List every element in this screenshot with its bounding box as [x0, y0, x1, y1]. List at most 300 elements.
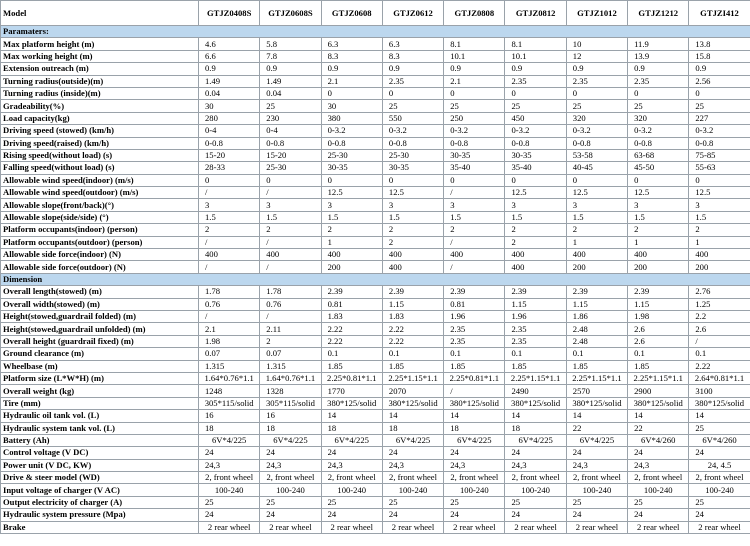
model-column-header: GTJZ1212	[628, 1, 689, 26]
model-column-header: GTJZ1012	[566, 1, 627, 26]
table-cell: 2 rear wheel	[321, 521, 382, 533]
table-cell: 24	[505, 509, 566, 521]
table-cell: 0-0.8	[382, 137, 443, 149]
header-row	[1, 1, 750, 26]
row-label: Output electricity of charger (A)	[1, 496, 199, 508]
table-cell: 25	[444, 496, 505, 508]
table-cell: 12.5	[628, 187, 689, 199]
table-cell: 2.6	[628, 335, 689, 347]
table-cell: 1	[689, 236, 750, 248]
table-row	[1, 372, 750, 384]
table-cell: 1.86	[566, 310, 627, 322]
table-cell: 0.04	[260, 87, 321, 99]
table-row	[1, 472, 750, 484]
table-cell: 0.9	[321, 63, 382, 75]
table-cell: 2.35	[444, 323, 505, 335]
table-cell: 100-240	[199, 484, 260, 496]
row-label: Falling speed(without load) (s)	[1, 162, 199, 174]
table-cell: 22	[566, 422, 627, 434]
table-cell: 400	[199, 249, 260, 261]
table-cell: 13.9	[628, 50, 689, 62]
table-cell: 100-240	[566, 484, 627, 496]
table-cell: 380*125/solid	[689, 397, 750, 409]
table-row	[1, 75, 750, 87]
table-cell: 1.15	[628, 298, 689, 310]
table-cell: 1.78	[260, 286, 321, 298]
table-cell: 2, front wheel	[321, 472, 382, 484]
table-cell: 200	[689, 261, 750, 273]
table-cell: 1.85	[444, 360, 505, 372]
table-row	[1, 521, 750, 533]
table-cell: 2.56	[689, 75, 750, 87]
table-cell: 2.25*1.15*1.1	[505, 372, 566, 384]
table-cell: 400	[566, 249, 627, 261]
table-cell: 0-3.2	[505, 125, 566, 137]
table-cell: 0	[566, 87, 627, 99]
table-cell: 0	[566, 174, 627, 186]
table-cell: 16	[199, 410, 260, 422]
table-row	[1, 422, 750, 434]
table-cell: 0.1	[382, 348, 443, 360]
table-cell: 3	[382, 199, 443, 211]
table-cell: 2.48	[566, 335, 627, 347]
table-cell: 2.6	[689, 323, 750, 335]
table-cell: 1.85	[382, 360, 443, 372]
table-cell: 24, 4.5	[689, 459, 750, 471]
row-label: Wheelbase (m)	[1, 360, 199, 372]
row-label: Ground clearance (m)	[1, 348, 199, 360]
table-cell: 6.3	[382, 38, 443, 50]
table-row	[1, 484, 750, 496]
table-row	[1, 286, 750, 298]
section-row	[1, 273, 750, 285]
table-cell: 2	[382, 224, 443, 236]
table-cell: 28-33	[199, 162, 260, 174]
table-cell: 2.25*0.81*1.1	[321, 372, 382, 384]
table-cell: 2	[260, 335, 321, 347]
row-label: Load capacity(kg)	[1, 112, 199, 124]
table-cell: 1.5	[382, 211, 443, 223]
table-cell: 0-4	[199, 125, 260, 137]
table-cell: 2 rear wheel	[566, 521, 627, 533]
table-cell: 400	[260, 249, 321, 261]
table-cell: 35-40	[444, 162, 505, 174]
table-cell: 2, front wheel	[505, 472, 566, 484]
table-cell: 2 rear wheel	[444, 521, 505, 533]
table-row	[1, 224, 750, 236]
table-cell: 53-58	[566, 149, 627, 161]
row-label: Allowable slope(side/side) (°)	[1, 211, 199, 223]
table-cell: 12.5	[566, 187, 627, 199]
table-cell: 0-0.8	[199, 137, 260, 149]
table-cell: 400	[505, 261, 566, 273]
table-cell: 1.96	[444, 310, 505, 322]
table-cell: 3	[444, 199, 505, 211]
row-label: Input voltage of charger (V AC)	[1, 484, 199, 496]
table-cell: 10.1	[505, 50, 566, 62]
row-label: Allowable side force(indoor) (N)	[1, 249, 199, 261]
table-cell: 305*115/solid	[199, 397, 260, 409]
table-cell: 0	[260, 174, 321, 186]
table-cell: 2.35	[382, 75, 443, 87]
table-row	[1, 174, 750, 186]
row-label: Tire (mm)	[1, 397, 199, 409]
table-cell: 2.39	[505, 286, 566, 298]
table-cell: 1.85	[628, 360, 689, 372]
row-label: Hydraulic oil tank vol. (L)	[1, 410, 199, 422]
table-cell: /	[260, 236, 321, 248]
row-label: Power unit (V DC, KW)	[1, 459, 199, 471]
table-cell: 200	[628, 261, 689, 273]
table-cell: 24	[505, 447, 566, 459]
row-label: Allowable side force(outdoor) (N)	[1, 261, 199, 273]
table-cell: 24,3	[566, 459, 627, 471]
table-cell: 1.98	[628, 310, 689, 322]
table-cell: 25	[566, 496, 627, 508]
table-cell: 380*125/solid	[382, 397, 443, 409]
table-row	[1, 459, 750, 471]
table-cell: /	[260, 187, 321, 199]
table-cell: 0-3.2	[689, 125, 750, 137]
table-row	[1, 496, 750, 508]
table-cell: 1.5	[260, 211, 321, 223]
table-cell: 14	[505, 410, 566, 422]
model-column-header: GTJZ0612	[382, 1, 443, 26]
table-cell: 25	[321, 496, 382, 508]
table-cell: 2.39	[382, 286, 443, 298]
table-cell: 1.5	[689, 211, 750, 223]
table-cell: 24	[566, 509, 627, 521]
table-cell: 25-30	[260, 162, 321, 174]
row-label: Allowable wind speed(outdoor) (m/s)	[1, 187, 199, 199]
model-column-header: GTJZ0608	[321, 1, 382, 26]
table-cell: 24	[321, 447, 382, 459]
table-cell: 25	[689, 422, 750, 434]
table-cell: 18	[382, 422, 443, 434]
table-cell: 1	[628, 236, 689, 248]
table-cell: 12.5	[382, 187, 443, 199]
table-cell: 12.5	[321, 187, 382, 199]
table-cell: 25	[505, 100, 566, 112]
table-cell: 24	[382, 447, 443, 459]
table-cell: 15-20	[199, 149, 260, 161]
table-cell: 0.04	[199, 87, 260, 99]
table-cell: 400	[505, 249, 566, 261]
table-cell: /	[444, 385, 505, 397]
table-cell: 63-68	[628, 149, 689, 161]
table-cell: 24	[382, 509, 443, 521]
table-cell: 1.49	[260, 75, 321, 87]
table-cell: 6.6	[199, 50, 260, 62]
table-cell: 24,3	[199, 459, 260, 471]
table-cell: /	[260, 310, 321, 322]
table-cell: 2900	[628, 385, 689, 397]
table-cell: 0-0.8	[260, 137, 321, 149]
table-cell: 0.9	[444, 63, 505, 75]
table-cell: 13.8	[689, 38, 750, 50]
table-cell: 400	[382, 249, 443, 261]
table-cell: 3	[505, 199, 566, 211]
table-cell: 24	[689, 447, 750, 459]
table-cell: 2.1	[321, 75, 382, 87]
row-label: Turning radius(outside)(m)	[1, 75, 199, 87]
table-cell: 11.9	[628, 38, 689, 50]
table-cell: 24	[628, 447, 689, 459]
row-label: Control voltage (V DC)	[1, 447, 199, 459]
table-cell: 6V*4/225	[382, 434, 443, 446]
row-label: Drive & steer model (WD)	[1, 472, 199, 484]
table-cell: 2570	[566, 385, 627, 397]
table-row	[1, 112, 750, 124]
table-cell: 24,3	[321, 459, 382, 471]
model-column-header: GTJZ0408S	[199, 1, 260, 26]
table-cell: 380*125/solid	[444, 397, 505, 409]
table-cell: 200	[566, 261, 627, 273]
row-label: Driving speed (stowed) (km/h)	[1, 125, 199, 137]
table-cell: 1.83	[321, 310, 382, 322]
table-row	[1, 261, 750, 273]
row-label: Max working height (m)	[1, 50, 199, 62]
table-cell: 25	[689, 100, 750, 112]
table-cell: 10.1	[444, 50, 505, 62]
row-label: Brake	[1, 521, 199, 533]
row-label: Overall weight (kg)	[1, 385, 199, 397]
table-cell: 2	[628, 224, 689, 236]
table-cell: 2 rear wheel	[199, 521, 260, 533]
table-cell: 24	[260, 447, 321, 459]
table-cell: 25	[628, 100, 689, 112]
row-label: Extension outreach (m)	[1, 63, 199, 75]
table-cell: 1.15	[566, 298, 627, 310]
table-cell: 3	[321, 199, 382, 211]
table-cell: 550	[382, 112, 443, 124]
table-cell: 12.5	[689, 187, 750, 199]
table-cell: /	[199, 187, 260, 199]
table-cell: 400	[321, 249, 382, 261]
table-cell: 3	[628, 199, 689, 211]
table-cell: 0-3.2	[444, 125, 505, 137]
row-label: Battery (Ah)	[1, 434, 199, 446]
table-cell: 6V*4/225	[505, 434, 566, 446]
table-cell: 18	[321, 422, 382, 434]
table-cell: 2 rear wheel	[505, 521, 566, 533]
table-cell: 320	[628, 112, 689, 124]
table-row	[1, 125, 750, 137]
table-cell: 0.9	[199, 63, 260, 75]
table-cell: 6V*4/225	[321, 434, 382, 446]
table-cell: 0	[689, 174, 750, 186]
table-cell: 22	[628, 422, 689, 434]
table-cell: /	[199, 261, 260, 273]
table-row	[1, 335, 750, 347]
table-body	[1, 26, 750, 534]
table-cell: 24	[566, 447, 627, 459]
table-cell: 2	[689, 224, 750, 236]
table-cell: 24,3	[628, 459, 689, 471]
table-cell: 380*125/solid	[321, 397, 382, 409]
table-cell: 14	[382, 410, 443, 422]
table-row	[1, 410, 750, 422]
row-label: Overall width(stowed) (m)	[1, 298, 199, 310]
table-cell: 2 rear wheel	[628, 521, 689, 533]
table-cell: 3	[566, 199, 627, 211]
table-cell: /	[444, 236, 505, 248]
table-cell: 2, front wheel	[444, 472, 505, 484]
table-cell: 2	[505, 224, 566, 236]
table-cell: 7.8	[260, 50, 321, 62]
table-cell: 6V*4/225	[260, 434, 321, 446]
model-column-header: GTJZ0808	[444, 1, 505, 26]
table-row	[1, 100, 750, 112]
table-cell: /	[444, 261, 505, 273]
table-cell: 0	[199, 174, 260, 186]
table-cell: 200	[321, 261, 382, 273]
table-cell: 0	[444, 87, 505, 99]
row-label: Hydraulic system tank vol. (L)	[1, 422, 199, 434]
table-cell: 16	[260, 410, 321, 422]
table-cell: 227	[689, 112, 750, 124]
table-cell: 4.6	[199, 38, 260, 50]
row-label: Overall height (guardrail fixed) (m)	[1, 335, 199, 347]
table-cell: 1.85	[505, 360, 566, 372]
table-cell: 24,3	[382, 459, 443, 471]
table-cell: 400	[628, 249, 689, 261]
table-header	[1, 1, 750, 26]
table-cell: 8.1	[444, 38, 505, 50]
table-cell: 24	[260, 509, 321, 521]
table-cell: 8.3	[321, 50, 382, 62]
table-cell: 2.11	[260, 323, 321, 335]
table-cell: 0-0.8	[689, 137, 750, 149]
table-row	[1, 509, 750, 521]
table-cell: 6V*4/260	[689, 434, 750, 446]
table-cell: 0-0.8	[444, 137, 505, 149]
table-cell: 5.8	[260, 38, 321, 50]
table-cell: 2 rear wheel	[382, 521, 443, 533]
table-cell: 1770	[321, 385, 382, 397]
table-cell: 12	[566, 50, 627, 62]
table-cell: 2, front wheel	[689, 472, 750, 484]
table-cell: 25	[566, 100, 627, 112]
table-row	[1, 447, 750, 459]
table-cell: 2.1	[444, 75, 505, 87]
table-cell: 0.9	[566, 63, 627, 75]
table-cell: 0	[321, 174, 382, 186]
table-cell: 2.39	[321, 286, 382, 298]
row-label: Rising speed(without load) (s)	[1, 149, 199, 161]
table-cell: 2 rear wheel	[689, 521, 750, 533]
table-cell: 2070	[382, 385, 443, 397]
table-cell: 2	[260, 224, 321, 236]
table-row	[1, 38, 750, 50]
table-cell: 8.3	[382, 50, 443, 62]
table-cell: 14	[628, 410, 689, 422]
table-cell: 380*125/solid	[566, 397, 627, 409]
table-cell: 24	[321, 509, 382, 521]
table-cell: 1.49	[199, 75, 260, 87]
table-cell: /	[689, 335, 750, 347]
table-cell: 100-240	[321, 484, 382, 496]
table-row	[1, 348, 750, 360]
row-label: Platform size (L*W*H) (m)	[1, 372, 199, 384]
table-cell: 0.1	[689, 348, 750, 360]
table-cell: 24	[628, 509, 689, 521]
row-label: Height(stowed,guardrail folded) (m)	[1, 310, 199, 322]
table-cell: 0.1	[505, 348, 566, 360]
row-label: Overall length(stowed) (m)	[1, 286, 199, 298]
table-cell: 3100	[689, 385, 750, 397]
table-cell: 0.9	[689, 63, 750, 75]
table-cell: 6.3	[321, 38, 382, 50]
table-row	[1, 323, 750, 335]
table-cell: 100-240	[628, 484, 689, 496]
table-cell: 0	[689, 87, 750, 99]
table-cell: 0-3.2	[628, 125, 689, 137]
table-cell: 18	[444, 422, 505, 434]
table-cell: 100-240	[444, 484, 505, 496]
table-cell: 14	[321, 410, 382, 422]
table-cell: 0-3.2	[321, 125, 382, 137]
table-cell: 30	[321, 100, 382, 112]
table-cell: 380	[321, 112, 382, 124]
table-cell: 40-45	[566, 162, 627, 174]
table-cell: 0-0.8	[628, 137, 689, 149]
table-cell: 1328	[260, 385, 321, 397]
table-cell: 2.35	[566, 75, 627, 87]
table-cell: 400	[382, 261, 443, 273]
table-cell: 2	[199, 224, 260, 236]
table-cell: 2.39	[566, 286, 627, 298]
table-cell: 100-240	[382, 484, 443, 496]
table-cell: 2	[321, 224, 382, 236]
table-cell: 2.25*1.15*1.1	[628, 372, 689, 384]
table-cell: 15.8	[689, 50, 750, 62]
table-cell: 0.76	[199, 298, 260, 310]
table-cell: 2.48	[566, 323, 627, 335]
table-cell: /	[199, 236, 260, 248]
table-cell: 0-4	[260, 125, 321, 137]
table-cell: 24,3	[444, 459, 505, 471]
table-cell: 0	[628, 87, 689, 99]
table-row	[1, 249, 750, 261]
section-title: Paramaters:	[1, 26, 750, 38]
table-cell: 2.25*1.15*1.1	[382, 372, 443, 384]
table-cell: 1.5	[505, 211, 566, 223]
table-cell: 15-20	[260, 149, 321, 161]
table-cell: 25	[382, 496, 443, 508]
table-cell: 14	[444, 410, 505, 422]
table-row	[1, 385, 750, 397]
table-cell: 1.64*0.76*1.1	[260, 372, 321, 384]
table-cell: 2.64*0.81*1.1	[689, 372, 750, 384]
table-cell: 0.9	[260, 63, 321, 75]
table-cell: 18	[260, 422, 321, 434]
table-cell: 2	[444, 224, 505, 236]
table-cell: 25	[444, 100, 505, 112]
table-cell: 1.83	[382, 310, 443, 322]
table-cell: 0.1	[444, 348, 505, 360]
row-label: Max platform height (m)	[1, 38, 199, 50]
table-cell: 1.5	[199, 211, 260, 223]
table-cell: 2.1	[199, 323, 260, 335]
table-cell: 2.22	[382, 323, 443, 335]
table-cell: 0	[321, 87, 382, 99]
table-cell: 1	[566, 236, 627, 248]
table-cell: 0.9	[628, 63, 689, 75]
table-cell: 0.81	[444, 298, 505, 310]
table-row	[1, 87, 750, 99]
table-cell: 2.6	[628, 323, 689, 335]
